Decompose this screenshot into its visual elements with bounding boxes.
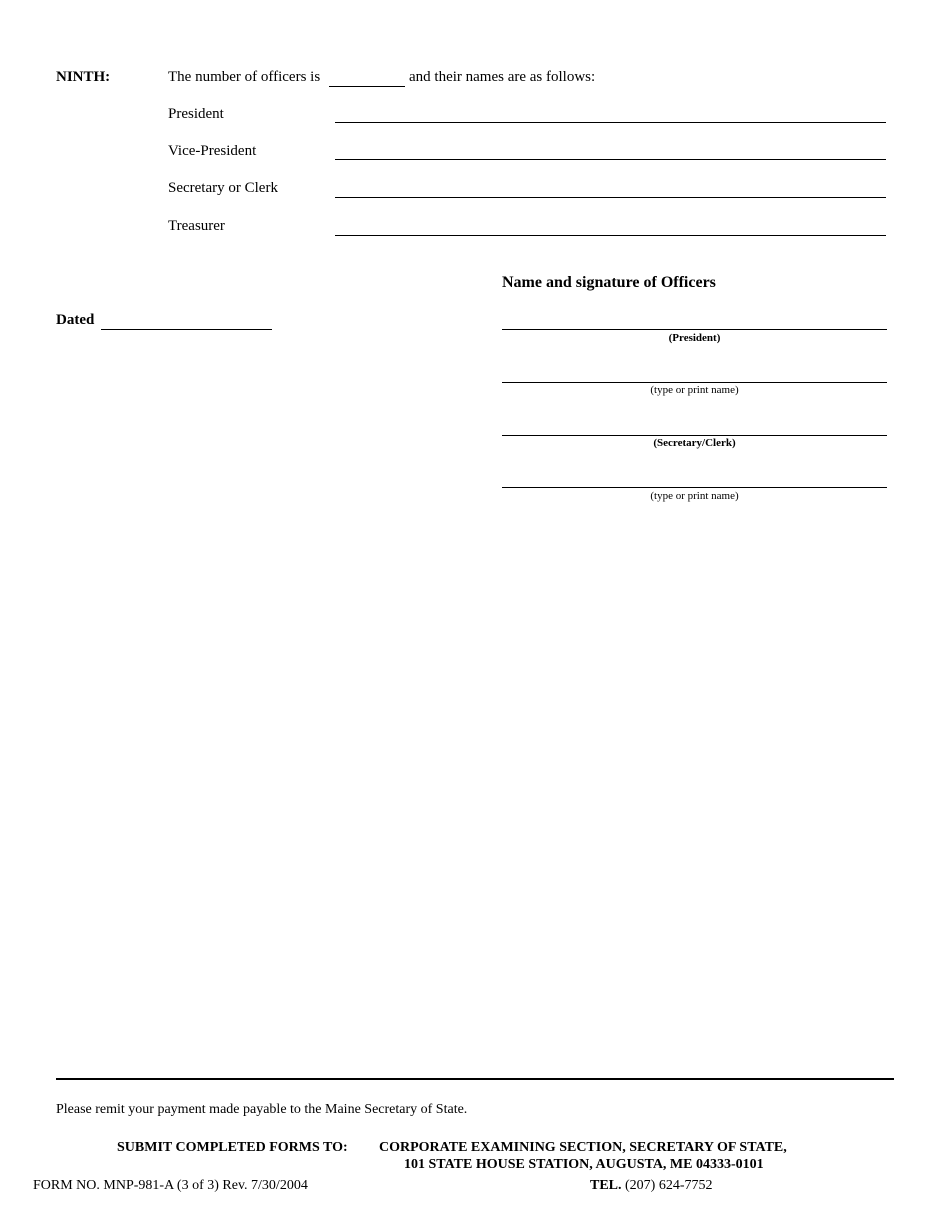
president-printed-name-field[interactable] xyxy=(502,368,887,383)
treasurer-name-field[interactable] xyxy=(335,221,886,236)
telephone-label: TEL. xyxy=(590,1178,622,1193)
president-signature-caption: (President) xyxy=(668,332,721,344)
secretary-signature-caption: (Secretary/Clerk) xyxy=(653,437,736,449)
officers-count-outro: and their names are as follows: xyxy=(409,69,596,85)
president-printed-name-caption: (type or print name) xyxy=(650,384,739,396)
footer-divider xyxy=(56,1078,894,1080)
telephone-number: (207) 624-7752 xyxy=(625,1178,713,1193)
vice-president-name-field[interactable] xyxy=(335,145,886,160)
submit-address-line1: CORPORATE EXAMINING SECTION, SECRETARY OF STATE, xyxy=(379,1140,787,1155)
remit-note: Please remit your payment made payable to the Maine Secretary of State. xyxy=(56,1102,468,1117)
dated-label: Dated xyxy=(56,312,95,328)
officer-label-secretary: Secretary or Clerk xyxy=(168,180,278,196)
form-number: FORM NO. MNP-981-A (3 of 3) Rev. 7/30/2004 xyxy=(33,1178,308,1193)
number-of-officers-field[interactable] xyxy=(329,72,405,87)
submit-label: SUBMIT COMPLETED FORMS TO: xyxy=(117,1140,348,1155)
submit-address-line2: 101 STATE HOUSE STATION, AUGUSTA, ME 04333-0101 xyxy=(404,1157,764,1172)
secretary-signature-field[interactable] xyxy=(502,421,887,436)
secretary-printed-name-caption: (type or print name) xyxy=(650,490,739,502)
officer-label-president: President xyxy=(168,106,224,122)
section-label-ninth: NINTH: xyxy=(56,69,111,85)
secretary-name-field[interactable] xyxy=(335,183,886,198)
signatures-heading: Name and signature of Officers xyxy=(502,274,716,291)
dated-field[interactable] xyxy=(101,315,272,330)
president-signature-field[interactable] xyxy=(502,315,887,330)
officer-label-vice-president: Vice-President xyxy=(168,143,257,159)
president-name-field[interactable] xyxy=(335,108,886,123)
secretary-printed-name-field[interactable] xyxy=(502,473,887,488)
officer-label-treasurer: Treasurer xyxy=(168,218,225,234)
telephone xyxy=(590,1179,713,1193)
officers-count-intro: The number of officers is xyxy=(168,69,321,85)
